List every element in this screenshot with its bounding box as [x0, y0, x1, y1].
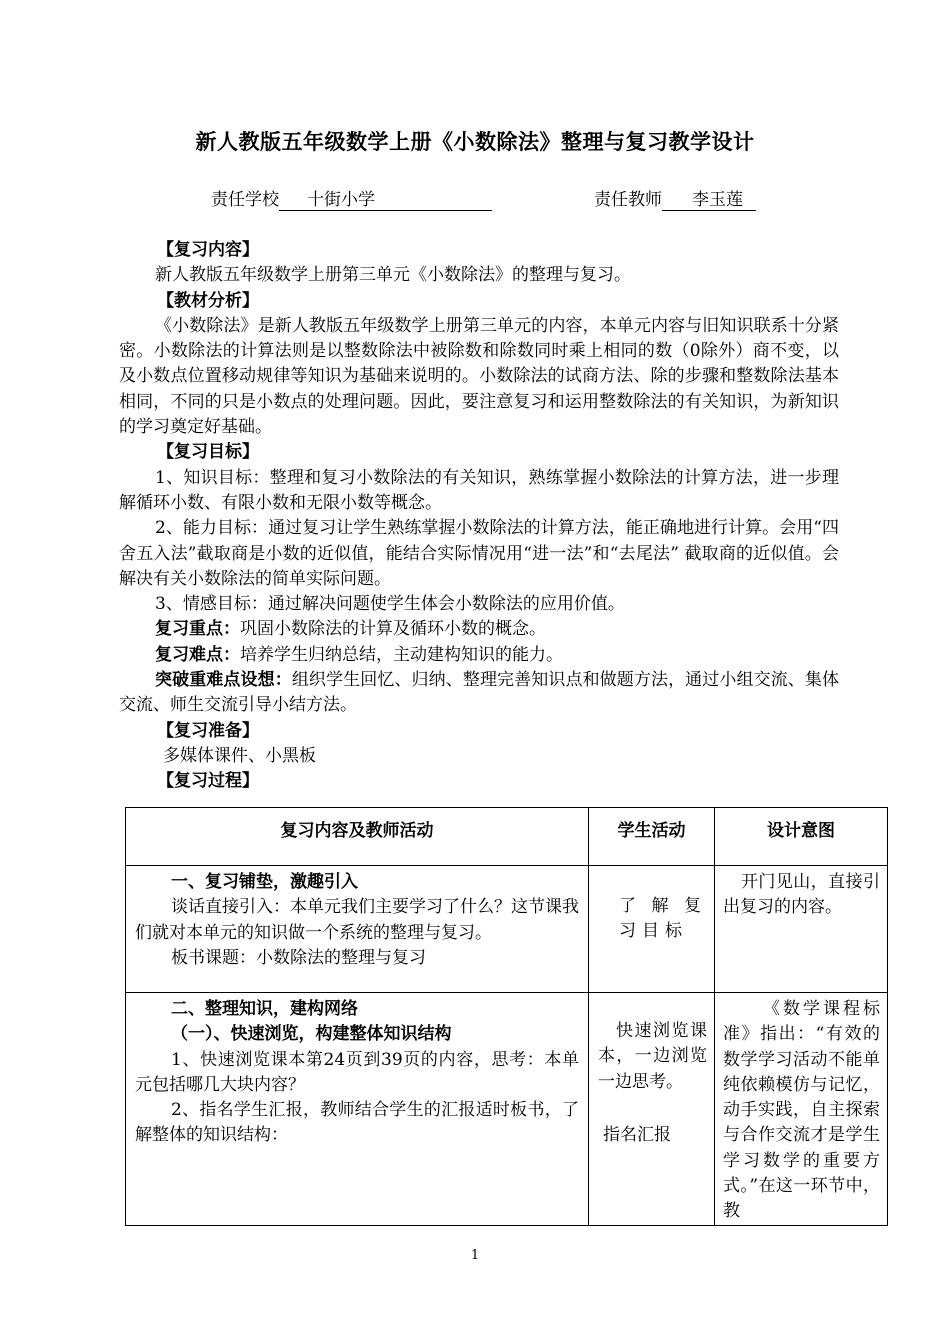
breakthrough-label: 突破重难点设想： — [155, 670, 292, 691]
row2-student-text: 快速浏览课本，一边浏览一边思考。 — [598, 1021, 707, 1092]
goals-heading: 【复习目标】 — [157, 442, 259, 463]
key-label: 复习重点： — [155, 619, 240, 640]
row2-design-text: 《数学课程标准》指出：“有效的数学学习活动不能单纯依赖模仿与记忆，动手实践，自主探索与合作交流才是学生学习数学的重要方式。”在这一环节中，教 — [723, 999, 880, 1222]
goal-1: 1、知识目标：整理和复习小数除法的有关知识，熟练掌握小数除法的计算方法，进一步理解循环小数、有限小数和无限小数等概念。 — [119, 467, 839, 513]
table-row — [126, 993, 888, 1226]
row2-student — [589, 993, 715, 1226]
analysis-heading: 【教材分析】 — [157, 290, 259, 311]
school-label: 责任学校 — [211, 190, 279, 210]
key-point — [119, 617, 839, 642]
goal-2: 2、能力目标：通过复习让学生熟练掌握小数除法的计算方法，能正确地进行计算。会用“四舍五入法”截取商是小数的近似值，能结合实际情况用“进一法”和“去尾法” 截取商的近似值。会解决有关小数除法的简单实际问题。 — [119, 518, 839, 589]
review-content-text: 新人教版五年级数学上册第三单元《小数除法》的整理与复习。 — [155, 265, 631, 286]
teacher-value: 李玉莲 — [662, 190, 756, 211]
table-row — [126, 866, 888, 993]
row1-para1: 谈话直接引入：本单元我们主要学习了什么？这节课我们就对本单元的知识做一个系统的整理与复习。 — [135, 897, 579, 943]
process-heading: 【复习过程】 — [157, 771, 259, 792]
row1-student — [589, 866, 715, 993]
school-line — [211, 188, 492, 212]
row2-content — [126, 993, 589, 1226]
review-content-heading: 【复习内容】 — [157, 240, 259, 260]
row1-design-text: 开门见山，直接引出复习的内容。 — [723, 872, 880, 918]
row1-content — [126, 866, 589, 993]
breakthrough-point — [119, 668, 839, 719]
row2-design — [715, 993, 888, 1226]
row1-design — [715, 866, 888, 993]
process-table — [125, 807, 888, 1226]
goal-3: 3、情感目标：通过解决问题使学生体会小数除法的应用价值。 — [155, 594, 625, 615]
row2-para1: 1、快速浏览课本第24页到39页的内容，思考：本单元包括哪几大块内容？ — [135, 1049, 579, 1095]
header-content: 复习内容及教师活动 — [126, 808, 589, 866]
prep-text: 多媒体课件、小黑板 — [163, 745, 316, 766]
difficulty-label: 复习难点： — [155, 644, 240, 665]
document-body — [119, 238, 839, 795]
row2-para2: 2、指名学生汇报，教师结合学生的汇报适时板书，了解整体的知识结构： — [135, 1100, 579, 1146]
header-design: 设计意图 — [715, 808, 888, 866]
page-number: 1 — [470, 1248, 480, 1263]
row2-sub-title: （一）、快速浏览，构建整体知识结构 — [171, 1024, 452, 1045]
row1-section-title: 一、复习铺垫，激趣引入 — [171, 872, 358, 892]
breakthrough-text: 组织学生回忆、归纳、整理完善知识点和做题方法，通过小组交流、集体交流、师生交流引导小结方法。 — [119, 670, 840, 716]
difficulty-point — [119, 643, 839, 668]
key-text: 巩固小数除法的计算及循环小数的概念。 — [240, 619, 546, 640]
analysis-text: 《小数除法》是新人教版五年级数学上册第三单元的内容，本单元内容与旧知识联系十分紧密。小数除法的计算法则是以整数除法中被除数和除数同时乘上相同的数（0除外）商不变，以及小数点位置移动规律等知识为基础来说明的。小数除法的试商方法、除的步骤和整数除法基本相同，不同的只是小数点的处理问题。因此，要注意复习和运用整数除法的有关知识，为新知识的学习奠定好基础。 — [119, 315, 839, 438]
row1-para2: 板书课题：小数除法的整理与复习 — [171, 947, 426, 968]
teacher-label: 责任教师 — [594, 190, 662, 210]
row2-section-title: 二、整理知识，建构网络 — [171, 999, 358, 1019]
document-title: 新人教版五年级数学上册《小数除法》整理与复习教学设计 — [195, 130, 755, 154]
difficulty-text: 培养学生归纳总结，主动建构知识的能力。 — [240, 644, 563, 665]
row2-student-report: 指名汇报 — [603, 1124, 671, 1145]
row1-student-text: 了解复习目标 — [619, 896, 707, 942]
table-header-row — [126, 808, 888, 866]
prep-heading: 【复习准备】 — [157, 720, 259, 741]
teacher-line — [594, 188, 756, 212]
school-value: 十街小学 — [279, 190, 492, 211]
header-student: 学生活动 — [589, 808, 715, 866]
